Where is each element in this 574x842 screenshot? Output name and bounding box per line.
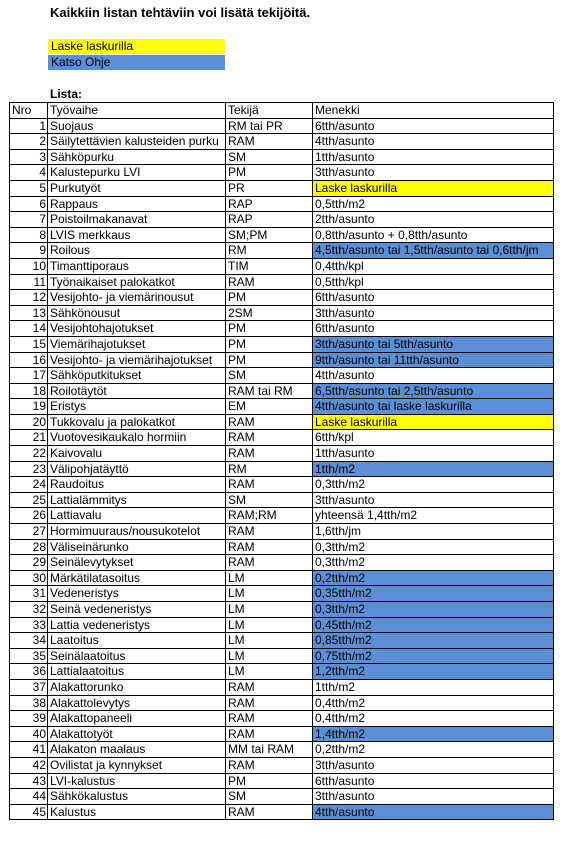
cell-menekki: 1,6tth/jm [313,524,554,540]
cell-tekija: RAM [226,274,313,290]
cell-menekki: 4tth/asunto [313,368,554,384]
cell-menekki: 1tth/m2 [313,461,554,477]
cell-tekija: PM [226,336,313,352]
table-row [10,633,554,649]
cell-tyovaihe: Lattialaatoitus [48,664,226,680]
cell-nro: 36 [10,664,48,680]
table-row [10,368,554,384]
table-row [10,695,554,711]
cell-menekki: 6tth/asunto [313,321,554,337]
cell-nro: 8 [10,227,48,243]
cell-menekki: 0,35tth/m2 [313,586,554,602]
cell-nro: 2 [10,134,48,150]
cell-nro: 17 [10,368,48,384]
cell-nro: 19 [10,399,48,415]
cell-tekija: MM tai RAM [226,742,313,758]
cell-nro: 26 [10,508,48,524]
cell-tyovaihe: Seinä vedeneristys [48,602,226,618]
cell-menekki: 9tth/asunto tai 11tth/asunto [313,352,554,368]
cell-tyovaihe: Lattiavalu [48,508,226,524]
cell-tekija: LM [226,617,313,633]
cell-menekki: 3tth/asunto [313,789,554,805]
table-row [10,352,554,368]
cell-tekija: LM [226,586,313,602]
table-row [10,477,554,493]
cell-tyovaihe: Ovilistat ja kynnykset [48,757,226,773]
cell-tyovaihe: Kaivovalu [48,446,226,462]
table-row [10,196,554,212]
cell-menekki: 0,8tth/asunto + 0,8tth/asunto [313,227,554,243]
table-row [10,602,554,618]
legend-blue: Katso Ohje [48,55,225,70]
cell-tyovaihe: Sähköpurku [48,149,226,165]
cell-tekija: SM [226,368,313,384]
cell-menekki: 1tth/asunto [313,446,554,462]
cell-tyovaihe: Rappaus [48,196,226,212]
cell-nro: 25 [10,492,48,508]
cell-menekki: 3tth/asunto tai 5tth/asunto [313,336,554,352]
cell-nro: 39 [10,711,48,727]
cell-tekija: RAM [226,679,313,695]
cell-nro: 20 [10,414,48,430]
cell-tyovaihe: Alakattorunko [48,679,226,695]
cell-nro: 18 [10,383,48,399]
cell-nro: 29 [10,555,48,571]
cell-menekki: 3tth/asunto [313,757,554,773]
cell-nro: 38 [10,695,48,711]
cell-menekki: 0,75tth/m2 [313,648,554,664]
cell-tekija: RAM [226,430,313,446]
cell-nro: 3 [10,149,48,165]
cell-nro: 35 [10,648,48,664]
cell-menekki: 0,3tth/m2 [313,555,554,571]
task-table [9,102,554,820]
cell-tyovaihe: Alakaton maalaus [48,742,226,758]
cell-tekija: RAM [226,446,313,462]
table-row [10,336,554,352]
cell-tekija: RAM [226,555,313,571]
cell-menekki: 0,5tth/m2 [313,196,554,212]
cell-menekki: 1tth/asunto [313,149,554,165]
cell-menekki: 6tth/asunto [313,118,554,134]
cell-tyovaihe: Viemärihajotukset [48,336,226,352]
cell-nro: 44 [10,789,48,805]
table-row [10,243,554,259]
table-row [10,586,554,602]
cell-nro: 37 [10,679,48,695]
cell-tekija: RAM [226,695,313,711]
cell-tekija: SM;PM [226,227,313,243]
cell-tyovaihe: Roilotäytöt [48,383,226,399]
cell-tekija: EM [226,399,313,415]
cell-tyovaihe: Vesijohto- ja viemärihajotukset [48,352,226,368]
cell-tekija: RM [226,461,313,477]
cell-tekija: PM [226,352,313,368]
cell-tekija: PM [226,321,313,337]
cell-menekki: 0,4tth/kpl [313,258,554,274]
table-row [10,165,554,181]
cell-nro: 24 [10,477,48,493]
cell-nro: 15 [10,336,48,352]
cell-nro: 33 [10,617,48,633]
cell-nro: 42 [10,757,48,773]
cell-tekija: PM [226,773,313,789]
cell-tekija: SM [226,789,313,805]
cell-menekki: 4tth/asunto [313,134,554,150]
cell-tekija: RAM [226,757,313,773]
table-row [10,555,554,571]
cell-nro: 4 [10,165,48,181]
cell-tyovaihe: Alakattopaneeli [48,711,226,727]
cell-tekija: RAM [226,134,313,150]
cell-menekki: 6,5tth/asunto tai 2,5tth/asunto [313,383,554,399]
cell-menekki: Laske laskurilla [313,180,554,196]
cell-nro: 11 [10,274,48,290]
cell-tekija: PM [226,290,313,306]
cell-nro: 34 [10,633,48,649]
cell-tekija: 2SM [226,305,313,321]
cell-tekija: LM [226,633,313,649]
cell-tyovaihe: LVIS merkkaus [48,227,226,243]
cell-nro: 45 [10,804,48,820]
cell-tyovaihe: Lattia vedeneristys [48,617,226,633]
cell-nro: 40 [10,726,48,742]
cell-menekki: 0,4tth/m2 [313,711,554,727]
cell-tyovaihe: Seinälevytykset [48,555,226,571]
table-row [10,430,554,446]
cell-nro: 6 [10,196,48,212]
header-tekija: Tekijä [226,103,313,119]
cell-nro: 22 [10,446,48,462]
cell-tekija: SM [226,149,313,165]
cell-tekija: RM [226,243,313,259]
cell-nro: 10 [10,258,48,274]
cell-nro: 7 [10,212,48,228]
cell-nro: 32 [10,602,48,618]
table-row [10,648,554,664]
cell-tyovaihe: Sähköputkitukset [48,368,226,384]
table-row [10,726,554,742]
cell-tyovaihe: Märkätilatasoitus [48,570,226,586]
table-row [10,742,554,758]
legend-yellow: Laske laskurilla [48,39,225,54]
cell-menekki: 0,5tth/kpl [313,274,554,290]
table-row [10,773,554,789]
cell-menekki: 6tth/asunto [313,773,554,789]
cell-nro: 23 [10,461,48,477]
cell-nro: 9 [10,243,48,259]
cell-tyovaihe: Kalustepurku LVI [48,165,226,181]
cell-tekija: RAM [226,726,313,742]
table-row [10,711,554,727]
table-row [10,305,554,321]
cell-tyovaihe: Alakattotyöt [48,726,226,742]
table-row [10,118,554,134]
table-row [10,804,554,820]
cell-nro: 41 [10,742,48,758]
cell-tekija: RAM [226,804,313,820]
cell-menekki: 0,85tth/m2 [313,633,554,649]
cell-tyovaihe: Väliseinärunko [48,539,226,555]
cell-menekki: 6tth/kpl [313,430,554,446]
cell-tyovaihe: Poistoilmakanavat [48,212,226,228]
cell-tekija: LM [226,648,313,664]
cell-menekki: 0,4tth/m2 [313,695,554,711]
cell-nro: 27 [10,524,48,540]
header-menekki: Menekki [313,103,554,119]
cell-nro: 21 [10,430,48,446]
cell-menekki: 0,3tth/m2 [313,477,554,493]
cell-tyovaihe: Eristys [48,399,226,415]
table-row [10,258,554,274]
cell-tekija: TIM [226,258,313,274]
cell-tekija: RAM [226,524,313,540]
cell-menekki: 4tth/asunto tai laske laskurilla [313,399,554,415]
cell-menekki: 3tth/asunto [313,165,554,181]
cell-menekki: 1tth/m2 [313,679,554,695]
cell-nro: 31 [10,586,48,602]
table-row [10,539,554,555]
cell-menekki: 3tth/asunto [313,305,554,321]
cell-tekija: LM [226,570,313,586]
cell-menekki: 2tth/asunto [313,212,554,228]
cell-menekki: yhteensä 1,4tth/m2 [313,508,554,524]
table-row [10,461,554,477]
table-row [10,414,554,430]
cell-tekija: LM [226,664,313,680]
cell-nro: 16 [10,352,48,368]
cell-tekija: RAP [226,212,313,228]
cell-tyovaihe: Työnaikaiset palokatkot [48,274,226,290]
table-row [10,274,554,290]
cell-menekki: Laske laskurilla [313,414,554,430]
cell-tyovaihe: LVI-kalustus [48,773,226,789]
table-row [10,321,554,337]
cell-menekki: 6tth/asunto [313,290,554,306]
table-row [10,399,554,415]
list-label: Lista: [50,87,83,101]
cell-menekki: 4,5tth/asunto tai 1,5tth/asunto tai 0,6tth/jm [313,243,554,259]
cell-menekki: 3tth/asunto [313,492,554,508]
table-row [10,664,554,680]
cell-tyovaihe: Vesijohto- ja viemärinousut [48,290,226,306]
table-row [10,180,554,196]
table-header-row [10,103,554,119]
table-row [10,290,554,306]
cell-nro: 5 [10,180,48,196]
table-row [10,524,554,540]
cell-tekija: RAM;RM [226,508,313,524]
cell-tyovaihe: Säilytettävien kalusteiden purku [48,134,226,150]
cell-tekija: RAM [226,539,313,555]
cell-nro: 12 [10,290,48,306]
cell-tekija: RAM [226,711,313,727]
cell-menekki: 4tth/asunto [313,804,554,820]
table-row [10,617,554,633]
cell-tyovaihe: Vuotovesikaukalo hormiin [48,430,226,446]
cell-tyovaihe: Sähkökalustus [48,789,226,805]
cell-tyovaihe: Timanttiporaus [48,258,226,274]
table-row [10,446,554,462]
cell-tyovaihe: Laatoitus [48,633,226,649]
cell-nro: 1 [10,118,48,134]
table-row [10,227,554,243]
cell-menekki: 0,3tth/m2 [313,602,554,618]
cell-menekki: 0,3tth/m2 [313,539,554,555]
cell-nro: 13 [10,305,48,321]
cell-tekija: RAM tai RM [226,383,313,399]
cell-menekki: 1,4tth/m2 [313,726,554,742]
cell-tyovaihe: Kalustus [48,804,226,820]
cell-tyovaihe: Hormimuuraus/nousukotelot [48,524,226,540]
header-nro: Nro [10,103,48,119]
table-row [10,212,554,228]
table-row [10,492,554,508]
table-row [10,679,554,695]
cell-tyovaihe: Tukkovalu ja palokatkot [48,414,226,430]
cell-tyovaihe: Välipohjatäyttö [48,461,226,477]
cell-tekija: RAM [226,414,313,430]
cell-tyovaihe: Sähkönousut [48,305,226,321]
table-row [10,383,554,399]
header-tyovaihe: Työvaihe [48,103,226,119]
cell-tekija: SM [226,492,313,508]
cell-nro: 28 [10,539,48,555]
cell-tyovaihe: Seinälaatoitus [48,648,226,664]
cell-tyovaihe: Purkutyöt [48,180,226,196]
cell-tyovaihe: Suojaus [48,118,226,134]
cell-tekija: RAP [226,196,313,212]
cell-menekki: 0,45tth/m2 [313,617,554,633]
cell-tyovaihe: Vesijohtohajotukset [48,321,226,337]
cell-tyovaihe: Lattialämmitys [48,492,226,508]
cell-menekki: 0,2tth/m2 [313,570,554,586]
table-row [10,134,554,150]
cell-tyovaihe: Alakattolevytys [48,695,226,711]
cell-tekija: RM tai PR [226,118,313,134]
cell-tekija: PR [226,180,313,196]
table-row [10,508,554,524]
cell-tekija: LM [226,602,313,618]
page-title: Kaikkiin listan tehtäviin voi lisätä tekijöitä. [50,5,311,20]
cell-tekija: RAM [226,477,313,493]
cell-menekki: 0,2tth/m2 [313,742,554,758]
cell-nro: 43 [10,773,48,789]
cell-nro: 30 [10,570,48,586]
cell-menekki: 1,2tth/m2 [313,664,554,680]
cell-tyovaihe: Vedeneristys [48,586,226,602]
cell-tyovaihe: Roilous [48,243,226,259]
table-row [10,789,554,805]
cell-nro: 14 [10,321,48,337]
table-row [10,149,554,165]
cell-tyovaihe: Raudoitus [48,477,226,493]
cell-tekija: PM [226,165,313,181]
table-row [10,570,554,586]
table-row [10,757,554,773]
